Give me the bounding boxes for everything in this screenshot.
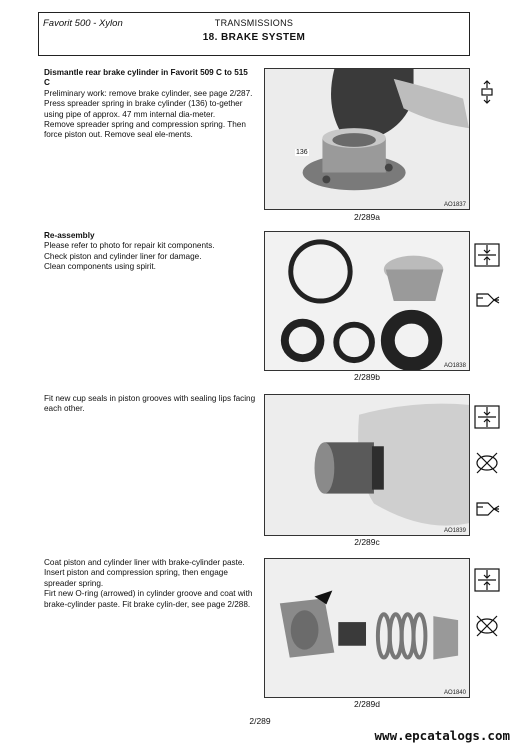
photo-id: AO1839 (443, 528, 466, 534)
clean-icon (474, 497, 500, 521)
instruction-body: Coat piston and cylinder liner with brake-cylinder paste. Insert piston and compression spring, then engage spreader spring. Firt new O-ring (arrowed) in cylinder groove and coat with brake-cylinder paste. Fit brake cylin-der, see page 2/288. (44, 558, 253, 609)
photo-2-289c (264, 394, 470, 536)
photo-id: AO1837 (443, 202, 466, 208)
photo-image (265, 69, 469, 209)
figure-caption: 2/289d (354, 699, 380, 709)
photo-id: AO1838 (443, 363, 466, 369)
disassemble-icon (474, 80, 500, 104)
assemble-icon (474, 405, 500, 429)
instruction-body: Please refer to photo for repair kit components. Check piston and cylinder liner for damage. Clean components using spirit. (44, 241, 215, 272)
photo-image (265, 395, 469, 535)
clean-icon (474, 288, 500, 312)
assemble-icon (474, 568, 500, 592)
page-header (38, 12, 470, 56)
photo-id: AO1840 (443, 690, 466, 696)
page-number: 2/289 (249, 716, 271, 726)
instruction-body: Fit new cup seals in piston grooves with sealing lips facing each other. (44, 394, 256, 414)
instruction-block-fit (44, 558, 256, 610)
photo-image (265, 559, 469, 697)
footer-url[interactable]: www.epcatalogs.com (374, 728, 510, 743)
figure-caption: 2/289b (354, 372, 380, 382)
assemble-icon (474, 243, 500, 267)
instruction-heading: Dismantle rear brake cylinder in Favorit 509 C to 515 C (44, 68, 248, 88)
part-callout-label: 136 (296, 149, 308, 156)
figure-caption: 2/289c (354, 537, 380, 547)
instruction-block-dismantle (44, 68, 256, 141)
instruction-body: Preliminary work: remove brake cylinder, see page 2/287. Press spreader spring in brake cylinder (136) to-gether using pipe of approx. 47 mm internal dia-meter. Remove spreader spring and compression spring. Then force piston out. Remove seal ele-ments. (44, 88, 253, 140)
photo-2-289a (264, 68, 470, 210)
instruction-heading: Re-assembly (44, 231, 95, 240)
no-grease-icon (474, 451, 500, 475)
photo-image (265, 232, 469, 370)
photo-2-289d (264, 558, 470, 698)
model-name: Favorit 500 - Xylon (43, 18, 123, 29)
section-name: TRANSMISSIONS (214, 18, 294, 28)
no-grease-icon (474, 614, 500, 638)
instruction-block-reassembly (44, 231, 256, 273)
instruction-block-cup-seals (44, 394, 256, 415)
figure-caption: 2/289a (354, 212, 380, 222)
page-title: 18. BRAKE SYSTEM (202, 32, 306, 43)
photo-2-289b (264, 231, 470, 371)
